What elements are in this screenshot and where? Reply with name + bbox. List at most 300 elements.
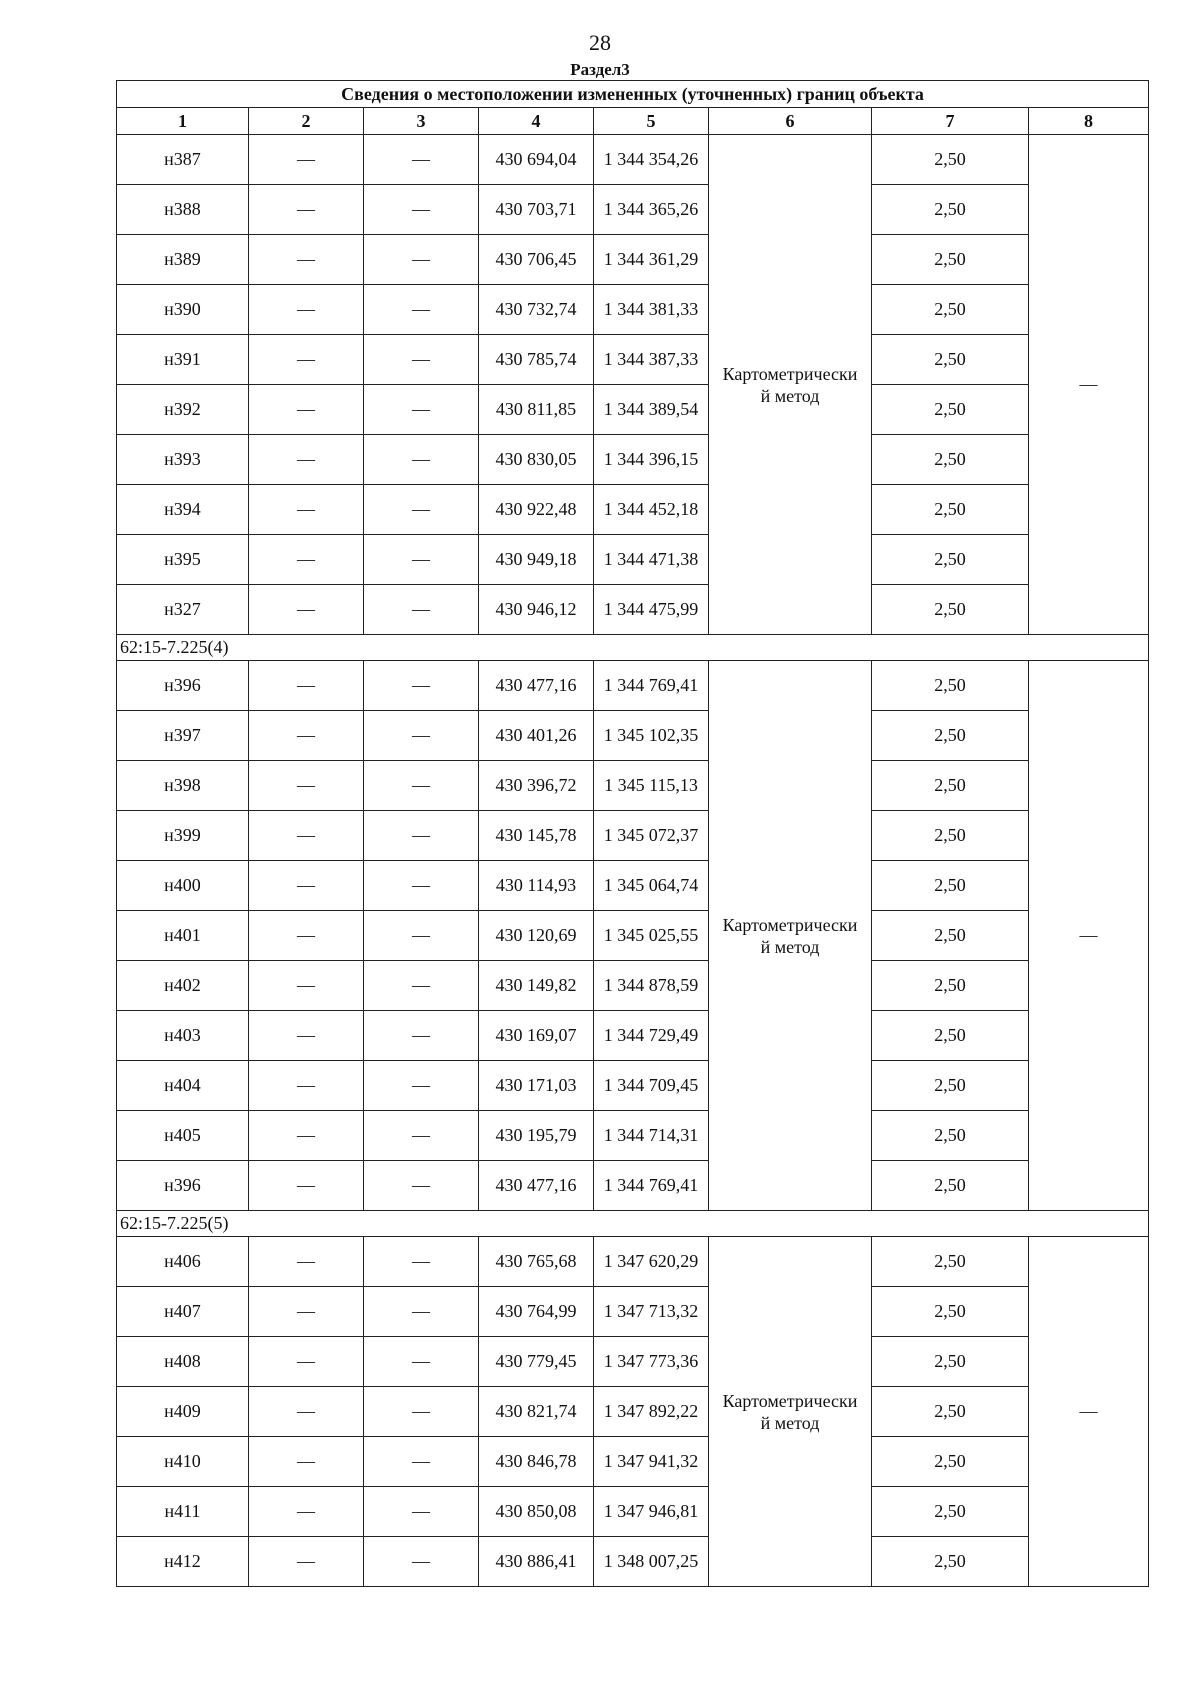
column-number: 7 xyxy=(872,108,1029,135)
accuracy-cell-text: 2,50 xyxy=(934,349,966,369)
col3-cell-text: — xyxy=(412,1251,430,1271)
col2-cell xyxy=(249,661,364,711)
y-coordinate-cell xyxy=(594,861,709,911)
col3-cell-text: — xyxy=(412,1301,430,1321)
col3-cell-text: — xyxy=(412,399,430,419)
col2-cell-text: — xyxy=(297,549,315,569)
point-name-cell-text: н410 xyxy=(164,1451,201,1471)
accuracy-cell-text: 2,50 xyxy=(934,1501,966,1521)
method-text-line2: й метод xyxy=(760,1412,820,1433)
col3-cell-text: — xyxy=(412,975,430,995)
col3-cell xyxy=(364,861,479,911)
y-coordinate-cell xyxy=(594,285,709,335)
col3-cell xyxy=(364,1487,479,1537)
accuracy-cell-text: 2,50 xyxy=(934,549,966,569)
y-coordinate-cell-text: 1 344 389,54 xyxy=(603,399,699,419)
col2-cell xyxy=(249,335,364,385)
accuracy-cell xyxy=(872,1237,1029,1287)
accuracy-cell xyxy=(872,585,1029,635)
col3-cell xyxy=(364,185,479,235)
y-coordinate-cell-text: 1 344 729,49 xyxy=(603,1025,699,1045)
y-coordinate-cell xyxy=(594,711,709,761)
point-name-cell-text: н412 xyxy=(164,1551,201,1571)
x-coordinate-cell xyxy=(479,185,594,235)
col2-cell xyxy=(249,1387,364,1437)
col2-cell-text: — xyxy=(297,1025,315,1045)
point-name-cell xyxy=(117,761,249,811)
table-row xyxy=(117,235,1149,285)
col3-cell xyxy=(364,1061,479,1111)
y-coordinate-cell-text: 1 347 773,36 xyxy=(603,1351,699,1371)
boundary-coordinates-table xyxy=(116,80,1149,1587)
method-cell xyxy=(709,1237,872,1587)
col2-cell-text: — xyxy=(297,1125,315,1145)
point-name-cell xyxy=(117,661,249,711)
accuracy-cell-text: 2,50 xyxy=(934,1075,966,1095)
x-coordinate-cell xyxy=(479,1237,594,1287)
col3-cell xyxy=(364,235,479,285)
y-coordinate-cell xyxy=(594,135,709,185)
method-text-line1: Картометрически xyxy=(722,914,858,935)
y-coordinate-cell-text: 1 348 007,25 xyxy=(603,1551,699,1571)
col3-cell-text: — xyxy=(412,249,430,269)
table-row xyxy=(117,1537,1149,1587)
x-coordinate-cell-text: 430 779,45 xyxy=(495,1351,577,1371)
x-coordinate-cell xyxy=(479,1287,594,1337)
method-text-line1: Картометрически xyxy=(722,1390,858,1411)
x-coordinate-cell xyxy=(479,661,594,711)
y-coordinate-cell xyxy=(594,1437,709,1487)
col2-cell xyxy=(249,285,364,335)
col3-cell-text: — xyxy=(412,549,430,569)
column-number: 8 xyxy=(1029,108,1149,135)
method-text-line1: Картометрически xyxy=(722,363,858,384)
y-coordinate-cell-text: 1 344 769,41 xyxy=(603,675,699,695)
point-name-cell-text: н404 xyxy=(164,1075,201,1095)
accuracy-cell-text: 2,50 xyxy=(934,775,966,795)
point-name-cell-text: н392 xyxy=(164,399,201,419)
col3-cell-text: — xyxy=(412,925,430,945)
table-row xyxy=(117,1111,1149,1161)
x-coordinate-cell-text: 430 195,79 xyxy=(495,1125,577,1145)
accuracy-cell-text: 2,50 xyxy=(934,875,966,895)
col2-cell-text: — xyxy=(297,1501,315,1521)
x-coordinate-cell-text: 430 846,78 xyxy=(495,1451,577,1471)
col3-cell-text: — xyxy=(412,1551,430,1571)
y-coordinate-cell xyxy=(594,235,709,285)
y-coordinate-cell xyxy=(594,1111,709,1161)
point-name-cell-text: н406 xyxy=(164,1251,201,1271)
point-name-cell-text: н400 xyxy=(164,875,201,895)
y-coordinate-cell xyxy=(594,1061,709,1111)
table-row xyxy=(117,335,1149,385)
y-coordinate-cell xyxy=(594,535,709,585)
col3-cell-text: — xyxy=(412,775,430,795)
col2-cell-text: — xyxy=(297,725,315,745)
method-cell xyxy=(709,135,872,635)
point-name-cell xyxy=(117,1111,249,1161)
accuracy-cell-text: 2,50 xyxy=(934,1175,966,1195)
col8-cell xyxy=(1029,135,1149,635)
point-name-cell xyxy=(117,1437,249,1487)
accuracy-cell-text: 2,50 xyxy=(934,1251,966,1271)
y-coordinate-cell-text: 1 344 452,18 xyxy=(603,499,699,519)
table-caption: Сведения о местоположении измененных (уточненных) границ объекта xyxy=(117,81,1149,108)
table-row xyxy=(117,1387,1149,1437)
accuracy-cell-text: 2,50 xyxy=(934,975,966,995)
col3-cell-text: — xyxy=(412,1351,430,1371)
accuracy-cell-text: 2,50 xyxy=(934,299,966,319)
point-name-cell-text: н327 xyxy=(164,599,201,619)
point-name-cell-text: н398 xyxy=(164,775,201,795)
col3-cell xyxy=(364,485,479,535)
col3-cell-text: — xyxy=(412,875,430,895)
y-coordinate-cell-text: 1 347 620,29 xyxy=(603,1251,699,1271)
x-coordinate-cell xyxy=(479,961,594,1011)
accuracy-cell-text: 2,50 xyxy=(934,1301,966,1321)
y-coordinate-cell-text: 1 344 387,33 xyxy=(603,349,699,369)
accuracy-cell xyxy=(872,711,1029,761)
col2-cell xyxy=(249,961,364,1011)
x-coordinate-cell-text: 430 850,08 xyxy=(495,1501,577,1521)
method-cell xyxy=(709,661,872,1211)
col3-cell xyxy=(364,961,479,1011)
accuracy-cell xyxy=(872,1111,1029,1161)
point-name-cell xyxy=(117,335,249,385)
col2-cell xyxy=(249,811,364,861)
table-row xyxy=(117,1487,1149,1537)
table-row xyxy=(117,911,1149,961)
point-name-cell xyxy=(117,1387,249,1437)
col3-cell-text: — xyxy=(412,199,430,219)
point-name-cell xyxy=(117,485,249,535)
col8-text: — xyxy=(1079,374,1098,394)
col2-cell xyxy=(249,135,364,185)
accuracy-cell xyxy=(872,135,1029,185)
col3-cell-text: — xyxy=(412,1501,430,1521)
accuracy-cell xyxy=(872,961,1029,1011)
accuracy-cell xyxy=(872,1437,1029,1487)
col2-cell-text: — xyxy=(297,975,315,995)
column-number: 2 xyxy=(249,108,364,135)
y-coordinate-cell xyxy=(594,661,709,711)
x-coordinate-cell-text: 430 706,45 xyxy=(495,249,577,269)
x-coordinate-cell-text: 430 401,26 xyxy=(495,725,577,745)
x-coordinate-cell-text: 430 732,74 xyxy=(495,299,577,319)
col8-cell xyxy=(1029,1237,1149,1587)
group-label-row xyxy=(117,635,1149,661)
x-coordinate-cell-text: 430 477,16 xyxy=(495,675,577,695)
col3-cell-text: — xyxy=(412,149,430,169)
accuracy-cell-text: 2,50 xyxy=(934,399,966,419)
col3-cell xyxy=(364,911,479,961)
table-row xyxy=(117,485,1149,535)
col8-cell xyxy=(1029,661,1149,1211)
col3-cell xyxy=(364,761,479,811)
col3-cell-text: — xyxy=(412,1175,430,1195)
point-name-cell xyxy=(117,1337,249,1387)
x-coordinate-cell xyxy=(479,435,594,485)
col2-cell-text: — xyxy=(297,599,315,619)
x-coordinate-cell-text: 430 703,71 xyxy=(495,199,577,219)
point-name-cell-text: н389 xyxy=(164,249,201,269)
accuracy-cell xyxy=(872,1337,1029,1387)
col2-cell xyxy=(249,435,364,485)
col3-cell-text: — xyxy=(412,725,430,745)
x-coordinate-cell-text: 430 886,41 xyxy=(495,1551,577,1571)
point-name-cell-text: н409 xyxy=(164,1401,201,1421)
point-name-cell xyxy=(117,861,249,911)
col3-cell xyxy=(364,285,479,335)
col2-cell-text: — xyxy=(297,875,315,895)
x-coordinate-cell-text: 430 120,69 xyxy=(495,925,577,945)
x-coordinate-cell-text: 430 821,74 xyxy=(495,1401,577,1421)
y-coordinate-cell-text: 1 345 064,74 xyxy=(603,875,699,895)
point-name-cell xyxy=(117,235,249,285)
table-row xyxy=(117,385,1149,435)
y-coordinate-cell-text: 1 344 709,45 xyxy=(603,1075,699,1095)
column-number: 4 xyxy=(479,108,594,135)
col3-cell-text: — xyxy=(412,499,430,519)
col2-cell xyxy=(249,1061,364,1111)
y-coordinate-cell-text: 1 345 025,55 xyxy=(603,925,699,945)
point-name-cell-text: н391 xyxy=(164,349,201,369)
y-coordinate-cell-text: 1 345 072,37 xyxy=(603,825,699,845)
x-coordinate-cell-text: 430 949,18 xyxy=(495,549,577,569)
x-coordinate-cell-text: 430 946,12 xyxy=(495,599,577,619)
accuracy-cell-text: 2,50 xyxy=(934,249,966,269)
cadastral-number-label: 62:15-7.225(5) xyxy=(117,1211,1149,1237)
accuracy-cell-text: 2,50 xyxy=(934,449,966,469)
col2-cell xyxy=(249,1537,364,1587)
x-coordinate-cell-text: 430 149,82 xyxy=(495,975,577,995)
accuracy-cell-text: 2,50 xyxy=(934,825,966,845)
col2-cell-text: — xyxy=(297,199,315,219)
y-coordinate-cell-text: 1 344 471,38 xyxy=(603,549,699,569)
x-coordinate-cell xyxy=(479,335,594,385)
col2-cell xyxy=(249,235,364,285)
point-name-cell xyxy=(117,711,249,761)
y-coordinate-cell xyxy=(594,1287,709,1337)
col2-cell-text: — xyxy=(297,1075,315,1095)
col2-cell xyxy=(249,1011,364,1061)
point-name-cell-text: н390 xyxy=(164,299,201,319)
accuracy-cell-text: 2,50 xyxy=(934,1451,966,1471)
col2-cell-text: — xyxy=(297,399,315,419)
col3-cell xyxy=(364,435,479,485)
accuracy-cell-text: 2,50 xyxy=(934,499,966,519)
col2-cell xyxy=(249,911,364,961)
y-coordinate-cell xyxy=(594,1337,709,1387)
point-name-cell xyxy=(117,185,249,235)
col2-cell-text: — xyxy=(297,1551,315,1571)
y-coordinate-cell xyxy=(594,185,709,235)
col2-cell-text: — xyxy=(297,499,315,519)
col2-cell xyxy=(249,861,364,911)
col2-cell xyxy=(249,761,364,811)
point-name-cell xyxy=(117,285,249,335)
accuracy-cell-text: 2,50 xyxy=(934,199,966,219)
col2-cell xyxy=(249,1237,364,1287)
col2-cell-text: — xyxy=(297,775,315,795)
col3-cell xyxy=(364,1111,479,1161)
point-name-cell-text: н403 xyxy=(164,1025,201,1045)
y-coordinate-cell xyxy=(594,485,709,535)
col3-cell-text: — xyxy=(412,299,430,319)
y-coordinate-cell xyxy=(594,811,709,861)
col3-cell xyxy=(364,335,479,385)
table-row xyxy=(117,1337,1149,1387)
col2-cell-text: — xyxy=(297,1451,315,1471)
y-coordinate-cell-text: 1 344 769,41 xyxy=(603,1175,699,1195)
accuracy-cell xyxy=(872,1287,1029,1337)
col2-cell xyxy=(249,1111,364,1161)
y-coordinate-cell-text: 1 344 381,33 xyxy=(603,299,699,319)
table-row xyxy=(117,961,1149,1011)
x-coordinate-cell xyxy=(479,811,594,861)
point-name-cell-text: н395 xyxy=(164,549,201,569)
accuracy-cell-text: 2,50 xyxy=(934,1125,966,1145)
col2-cell xyxy=(249,385,364,435)
method-text-line2: й метод xyxy=(760,385,820,406)
x-coordinate-cell xyxy=(479,1061,594,1111)
point-name-cell-text: н411 xyxy=(164,1501,201,1521)
point-name-cell xyxy=(117,961,249,1011)
accuracy-cell xyxy=(872,485,1029,535)
table-row xyxy=(117,435,1149,485)
table-row xyxy=(117,585,1149,635)
col2-cell xyxy=(249,1337,364,1387)
point-name-cell-text: н396 xyxy=(164,675,201,695)
x-coordinate-cell-text: 430 396,72 xyxy=(495,775,577,795)
col3-cell xyxy=(364,711,479,761)
table-row xyxy=(117,1287,1149,1337)
col3-cell xyxy=(364,1161,479,1211)
table-row xyxy=(117,135,1149,185)
accuracy-cell-text: 2,50 xyxy=(934,725,966,745)
col2-cell-text: — xyxy=(297,825,315,845)
col3-cell xyxy=(364,1337,479,1387)
accuracy-cell xyxy=(872,335,1029,385)
accuracy-cell-text: 2,50 xyxy=(934,675,966,695)
accuracy-cell-text: 2,50 xyxy=(934,1551,966,1571)
accuracy-cell-text: 2,50 xyxy=(934,149,966,169)
col3-cell-text: — xyxy=(412,449,430,469)
x-coordinate-cell xyxy=(479,1111,594,1161)
x-coordinate-cell xyxy=(479,1011,594,1061)
x-coordinate-cell-text: 430 785,74 xyxy=(495,349,577,369)
group-label-row xyxy=(117,1211,1149,1237)
accuracy-cell xyxy=(872,1011,1029,1061)
y-coordinate-cell xyxy=(594,761,709,811)
y-coordinate-cell-text: 1 344 878,59 xyxy=(603,975,699,995)
x-coordinate-cell-text: 430 694,04 xyxy=(495,149,577,169)
col2-cell-text: — xyxy=(297,449,315,469)
point-name-cell xyxy=(117,1537,249,1587)
x-coordinate-cell-text: 430 764,99 xyxy=(495,1301,577,1321)
col3-cell-text: — xyxy=(412,599,430,619)
point-name-cell xyxy=(117,535,249,585)
point-name-cell-text: н401 xyxy=(164,925,201,945)
table-row xyxy=(117,1237,1149,1287)
y-coordinate-cell xyxy=(594,911,709,961)
col2-cell xyxy=(249,1161,364,1211)
column-number: 6 xyxy=(709,108,872,135)
col2-cell-text: — xyxy=(297,1175,315,1195)
point-name-cell-text: н388 xyxy=(164,199,201,219)
col2-cell-text: — xyxy=(297,249,315,269)
col2-cell xyxy=(249,185,364,235)
col3-cell xyxy=(364,811,479,861)
x-coordinate-cell xyxy=(479,285,594,335)
col3-cell xyxy=(364,135,479,185)
col2-cell-text: — xyxy=(297,1301,315,1321)
y-coordinate-cell xyxy=(594,961,709,1011)
y-coordinate-cell-text: 1 345 115,13 xyxy=(604,775,698,795)
y-coordinate-cell xyxy=(594,1537,709,1587)
accuracy-cell xyxy=(872,661,1029,711)
y-coordinate-cell-text: 1 344 361,29 xyxy=(603,249,699,269)
accuracy-cell xyxy=(872,761,1029,811)
x-coordinate-cell xyxy=(479,761,594,811)
y-coordinate-cell-text: 1 344 365,26 xyxy=(603,199,699,219)
col3-cell xyxy=(364,385,479,435)
x-coordinate-cell xyxy=(479,1537,594,1587)
col8-text: — xyxy=(1079,925,1098,945)
x-coordinate-cell-text: 430 830,05 xyxy=(495,449,577,469)
point-name-cell-text: н393 xyxy=(164,449,201,469)
y-coordinate-cell-text: 1 345 102,35 xyxy=(603,725,699,745)
col2-cell xyxy=(249,1437,364,1487)
x-coordinate-cell-text: 430 811,85 xyxy=(495,399,577,419)
accuracy-cell xyxy=(872,235,1029,285)
y-coordinate-cell-text: 1 344 354,26 xyxy=(603,149,699,169)
x-coordinate-cell xyxy=(479,1387,594,1437)
col2-cell-text: — xyxy=(297,149,315,169)
cadastral-number-label: 62:15-7.225(4) xyxy=(117,635,1149,661)
accuracy-cell xyxy=(872,911,1029,961)
accuracy-cell-text: 2,50 xyxy=(934,599,966,619)
col2-cell xyxy=(249,485,364,535)
accuracy-cell xyxy=(872,385,1029,435)
table-row xyxy=(117,1011,1149,1061)
y-coordinate-cell-text: 1 344 714,31 xyxy=(603,1125,699,1145)
y-coordinate-cell xyxy=(594,335,709,385)
x-coordinate-cell xyxy=(479,135,594,185)
x-coordinate-cell xyxy=(479,711,594,761)
accuracy-cell xyxy=(872,811,1029,861)
point-name-cell xyxy=(117,1487,249,1537)
table-body xyxy=(117,81,1149,1587)
accuracy-cell xyxy=(872,185,1029,235)
col2-cell xyxy=(249,535,364,585)
point-name-cell-text: н407 xyxy=(164,1301,201,1321)
table-row xyxy=(117,535,1149,585)
y-coordinate-cell-text: 1 344 475,99 xyxy=(603,599,699,619)
col3-cell xyxy=(364,1287,479,1337)
col3-cell xyxy=(364,585,479,635)
col3-cell xyxy=(364,1237,479,1287)
col3-cell-text: — xyxy=(412,675,430,695)
point-name-cell-text: н394 xyxy=(164,499,201,519)
point-name-cell-text: н396 xyxy=(164,1175,201,1195)
point-name-cell xyxy=(117,1237,249,1287)
col3-cell-text: — xyxy=(412,1125,430,1145)
column-number: 5 xyxy=(594,108,709,135)
col8-text: — xyxy=(1079,1401,1098,1421)
x-coordinate-cell-text: 430 171,03 xyxy=(495,1075,577,1095)
col2-cell-text: — xyxy=(297,1251,315,1271)
